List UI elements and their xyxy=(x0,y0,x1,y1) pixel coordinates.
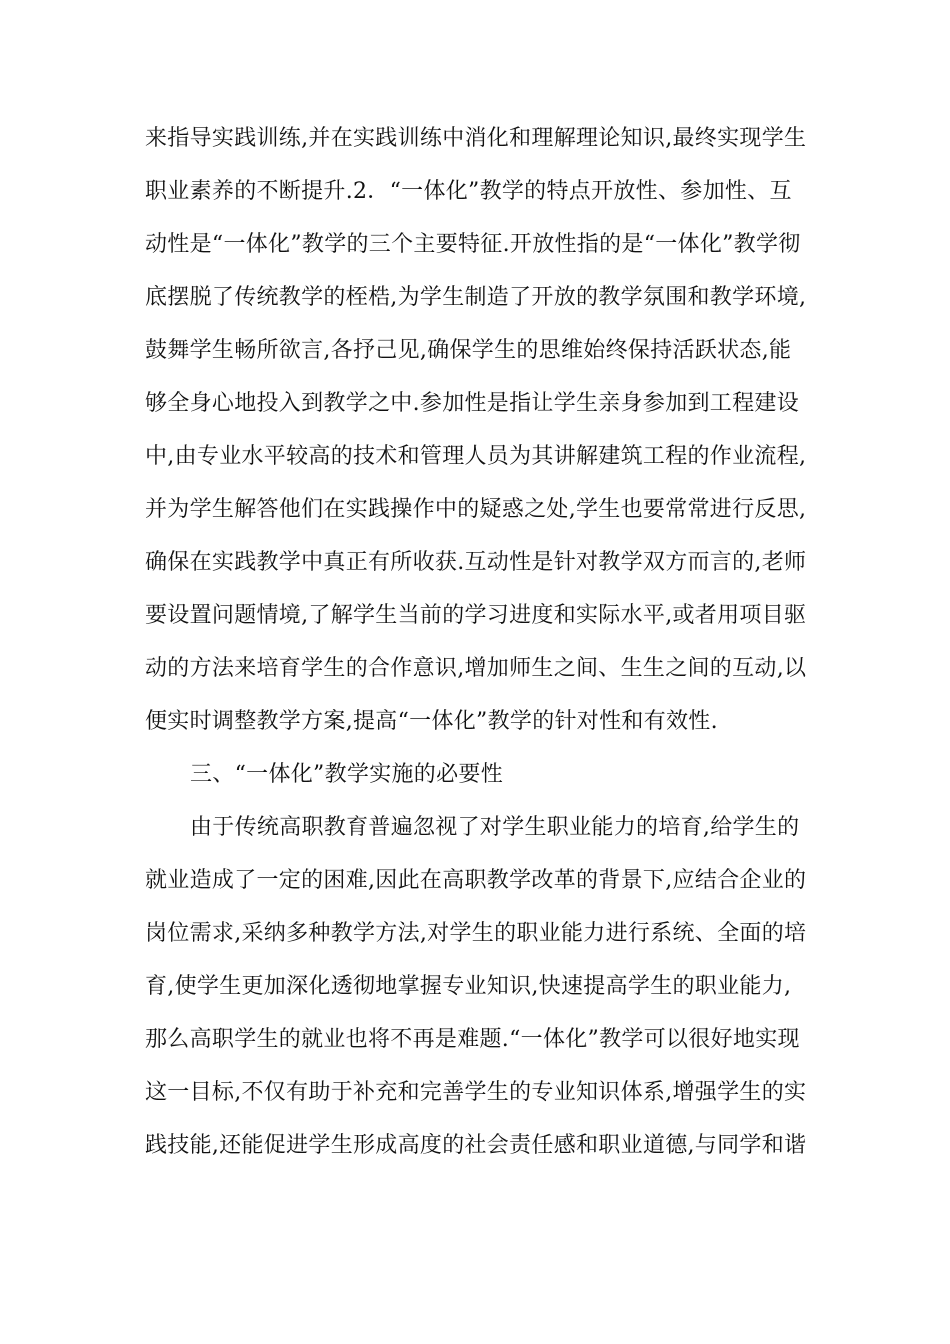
paragraph-2-line-1: 由于传统高职教育普遍忽视了对学生职业能力的培育,给学生的 xyxy=(190,815,800,840)
paragraph-1-line-5: 鼓舞学生畅所欲言,各抒己见,确保学生的思维始终保持活跃状态,能 xyxy=(145,338,792,363)
paragraph-1-line-7: 中,由专业水平较高的技术和管理人员为其讲解建筑工程的作业流程, xyxy=(145,444,807,469)
paragraph-1-line-6: 够全身心地投入到教学之中.参加性是指让学生亲身参加到工程建设 xyxy=(145,391,799,416)
paragraph-2-line-5: 那么高职学生的就业也将不再是难题.“一体化”教学可以很好地实现 xyxy=(145,1027,800,1052)
paragraph-1-line-8: 并为学生解答他们在实践操作中的疑惑之处,学生也要常常进行反思, xyxy=(145,497,807,522)
paragraph-1-line-2: 职业素养的不断提升.2．“一体化”教学的特点开放性、参加性、互 xyxy=(145,179,792,204)
paragraph-2-line-3: 岗位需求,采纳多种教学方法,对学生的职业能力进行系统、全面的培 xyxy=(145,921,807,946)
paragraph-2-line-2: 就业造成了一定的困难,因此在高职教学改革的背景下,应结合企业的 xyxy=(145,868,807,893)
paragraph-1-line-4: 底摆脱了传统教学的桎梏,为学生制造了开放的教学氛围和教学环境, xyxy=(145,285,807,310)
paragraph-1-line-1: 来指导实践训练,并在实践训练中消化和理解理论知识,最终实现学生 xyxy=(145,126,807,151)
paragraph-2-line-6: 这一目标,不仅有助于补充和完善学生的专业知识体系,增强学生的实 xyxy=(145,1080,807,1105)
paragraph-2-line-4: 育,使学生更加深化透彻地掌握专业知识,快速提高学生的职业能力, xyxy=(145,974,792,999)
paragraph-1-line-9: 确保在实践教学中真正有所收获.互动性是针对教学双方而言的,老师 xyxy=(145,550,807,575)
paragraph-1-line-3: 动性是“一体化”教学的三个主要特征.开放性指的是“一体化”教学彻 xyxy=(145,232,801,257)
section-heading: 三、“一体化”教学实施的必要性 xyxy=(190,762,503,787)
paragraph-1-line-11: 动的方法来培育学生的合作意识,增加师生之间、生生之间的互动,以 xyxy=(145,656,807,681)
paragraph-1-line-12: 便实时调整教学方案,提高“一体化”教学的针对性和有效性. xyxy=(145,709,718,734)
paragraph-2-line-7: 践技能,还能促进学生形成高度的社会责任感和职业道德,与同学和谐 xyxy=(145,1133,807,1158)
paragraph-1-line-10: 要设置问题情境,了解学生当前的学习进度和实际水平,或者用项目驱 xyxy=(145,603,807,628)
